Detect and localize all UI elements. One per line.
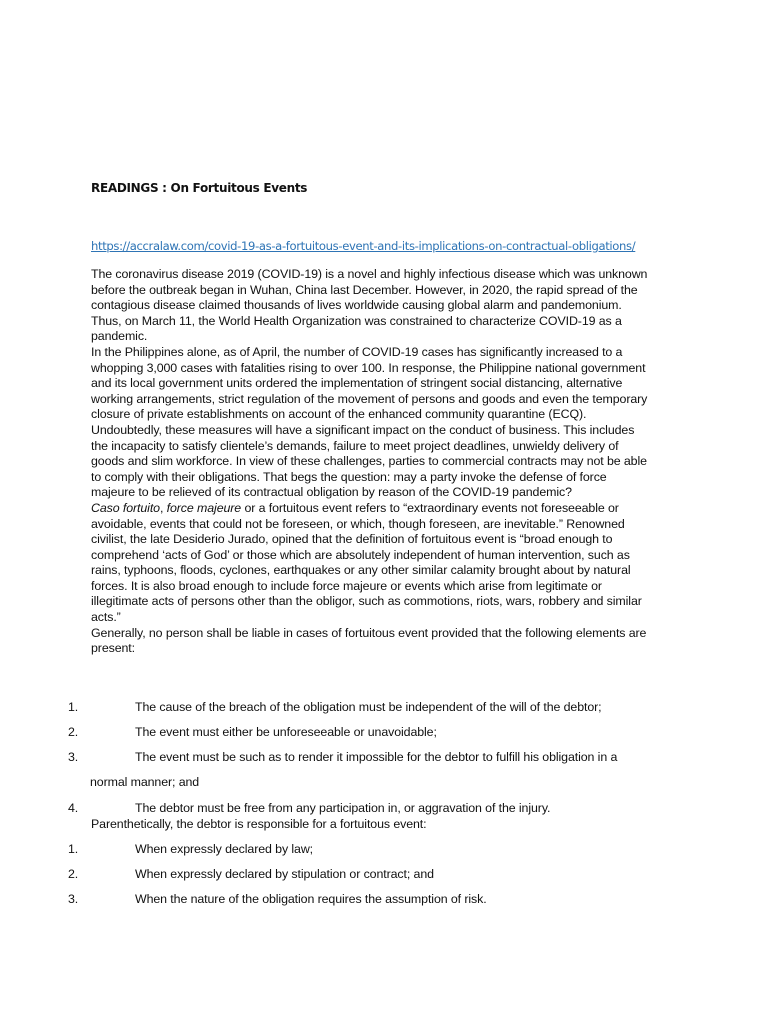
document-heading: READINGS : On Fortuitous Events [91,181,308,195]
caso-fortuito-term: Caso fortuito [91,500,160,515]
list-number: 1. [68,842,79,856]
list-text: The debtor must be free from any participation in, or aggravation of the injury. [135,801,551,815]
list-number: 4. [68,801,79,815]
caso-fortuito-text: or a fortuitous event refers to “extraordinary events not foreseeable or avoidable, events that could not be foreseen, or which, though foreseen, are inevitable.” Renowned civilist, the late Desiderio Jurado, opined that the definition of fortuitous event is “broad enough to comprehend ‘acts of God’ or those which are absolutely independent of human intervention, such as rains, typhoons, floods, cyclones, earthquakes or any other similar calamity brought about by natural forces. It is also broad enough to include force majeure or events which arise from legitimate or illegitimate acts of persons other than the obligor, such as commotions, riots, wars, robbery and similar acts.” [91,500,642,625]
paragraph-impact: Undoubtedly, these measures will have a significant impact on the conduct of business. This includes the incapacity to satisfy clientele’s demands, failure to meet project deadlines, unwieldy delivery of goods and slim workforce. In view of these challenges, parties to commercial contracts may not be able to comply with their obligations. That begs the question: may a party invoke the defense of force majeure to be relieved of its contractual obligation by reason of the COVID-19 pandemic? [91,422,647,500]
list-text: When expressly declared by law; [135,842,314,856]
paragraph-caso-fortuito [91,501,651,626]
paragraph-intro: The coronavirus disease 2019 (COVID-19) is a novel and highly infectious disease which was unknown before the outbreak began in Wuhan, China last December. However, in 2020, the rapid spread of the contagious disease claimed thousands of lives worldwide causing global alarm and pandemonium. Thus, on March 11, the World Health Organization was constrained to characterize COVID-19 as a pandemic. [91,267,648,344]
list-text: When expressly declared by stipulation or contract; and [135,867,434,881]
list-number: 2. [68,725,79,739]
paragraph-philippines: In the Philippines alone, as of April, the number of COVID-19 cases has significantly increased to a whopping 3,000 cases with fatalities rising to over 100. In response, the Philippine national government and its local government units ordered the implementation of stringent social distancing, alternative working arrangements, strict regulation of the movement of persons and goods and even the temporary closure of private establishments on account of the enhanced community quarantine (ECQ). [91,344,648,422]
list-text: The cause of the breach of the obligation must be independent of the will of the debtor; [135,700,602,714]
force-majeure-term: force majeure [166,500,242,515]
list-text: The event must be such as to render it impossible for the debtor to fulfill his obligation in a [135,750,618,764]
body-text [91,267,651,657]
source-link[interactable]: https://accralaw.com/covid-19-as-a-fortuitous-event-and-its-implications-on-contractual-obligations/ [91,239,636,253]
list-text: The event must either be unforeseeable or unavoidable; [135,725,437,739]
list-number: 2. [68,867,79,881]
list-number: 1. [68,700,79,714]
paragraph-elements-intro: Generally, no person shall be liable in cases of fortuitous event provided that the following elements are present: [91,625,647,656]
list-number: 3. [68,750,79,764]
term-separator: , [159,500,167,515]
list-number: 3. [68,892,79,906]
responsible-intro: Parenthetically, the debtor is responsible for a fortuitous event: [91,817,427,831]
list-text: When the nature of the obligation requires the assumption of risk. [135,892,487,906]
list-text-continuation: normal manner; and [90,775,200,789]
